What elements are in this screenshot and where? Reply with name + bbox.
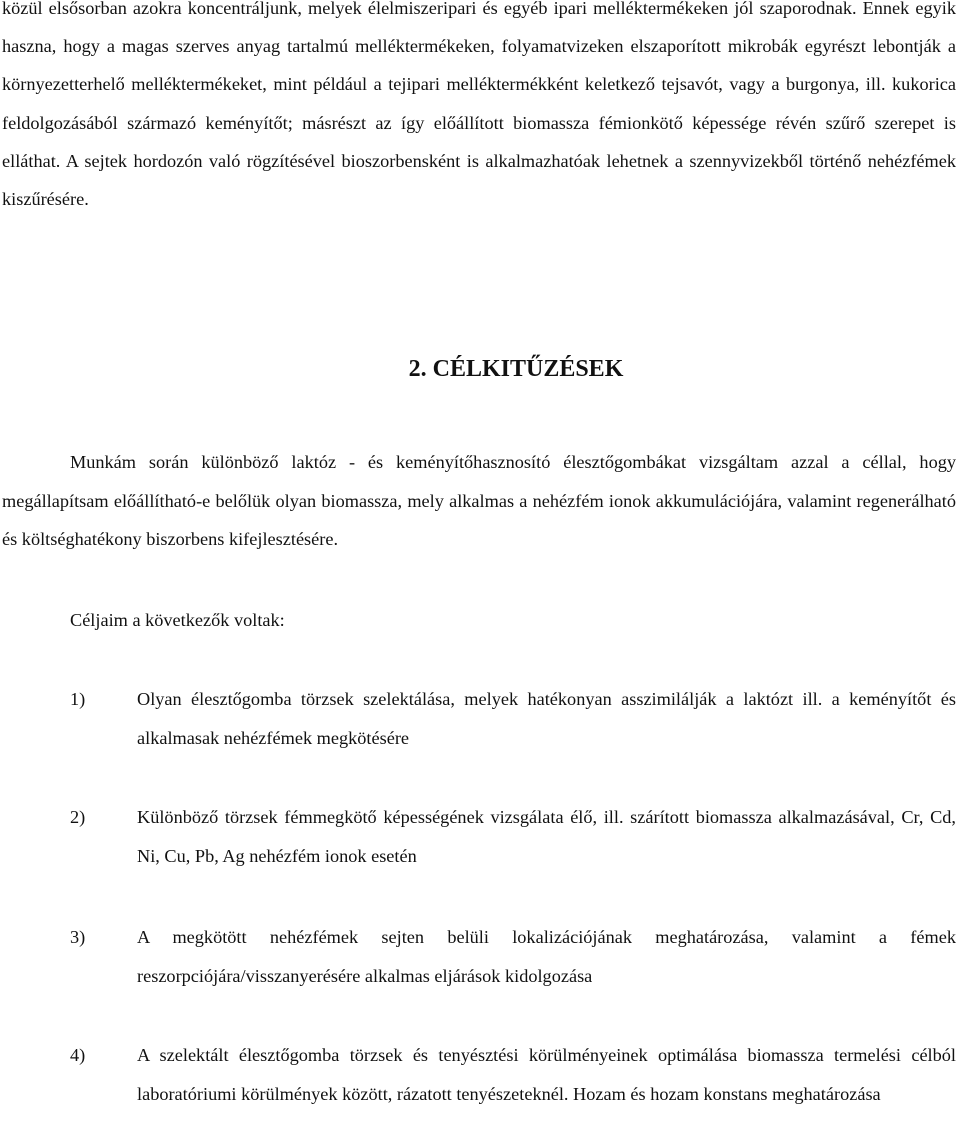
goal-number: 4) — [70, 1045, 86, 1065]
goal-item — [70, 1036, 956, 1114]
goal-item — [70, 918, 956, 996]
intro-paragraph: közül elsősorban azokra koncentráljunk, melyek élelmiszeripari és egyéb ipari melléktermékeken jól szaporodnak. Ennek egyik haszna, hogy a magas szerves anyag tartalmú melléktermékeken, folyamatvizeken elszaporított mikrobák egyrészt lebontják a környezetterhelő melléktermékeket, mint például a tejipari melléktermékként keletkező tejsavót, vagy a burgonya, ill. kukorica feldolgozásából származó keményítőt; másrészt az így előállított biomassza fémionkötő képessége révén szűrő szerepet is elláthat. A sejtek hordozón való rögzítésével bioszorbensként is alkalmazhatóak lehetnek a szennyvizekből történő nehézfémek kiszűrésére. — [2, 0, 956, 210]
goal-text: A megkötött nehézfémek sejten belüli lokalizációjának meghatározása, valamint a fémek reszorpciójára/visszanyerésére alkalmas eljárások kidolgozása — [137, 927, 956, 986]
goal-item — [70, 680, 956, 758]
section-heading-text: 2. CÉLKITŰZÉSEK — [408, 356, 624, 382]
goal-item — [70, 798, 956, 876]
goal-text: A szelektált élesztőgomba törzsek és tenyésztési körülményeinek optimálása biomassza termelési célból laboratóriumi körülmények között, rázatott tenyészeteknél. Hozam és hozam konstans meghatározása — [137, 1045, 956, 1104]
goal-text: Különböző törzsek fémmegkötő képességének vizsgálata élő, ill. szárított biomassza alkalmazásával, Cr, Cd, Ni, Cu, Pb, Ag nehézfém ionok esetén — [137, 807, 956, 866]
goals-label: Céljaim a következők voltak: — [70, 610, 285, 630]
objective-paragraph: Munkám során különböző laktóz - és keményítőhasznosító élesztőgombákat vizsgáltam azzal a céllal, hogy megállapítsam előállítható-e belőlük olyan biomassza, mely alkalmas a nehézfém ionok akkumulációjára, valamint regenerálható és költséghatékony biszorbens kifejlesztésére. — [2, 452, 956, 549]
goal-number: 3) — [70, 927, 86, 947]
goal-number: 1) — [70, 689, 86, 709]
goal-text: Olyan élesztőgomba törzsek szelektálása, melyek hatékonyan asszimilálják a laktózt ill. a keményítőt és alkalmasak nehézfémek megkötésére — [137, 689, 956, 748]
section-heading — [0, 350, 960, 388]
goal-number: 2) — [70, 807, 86, 827]
